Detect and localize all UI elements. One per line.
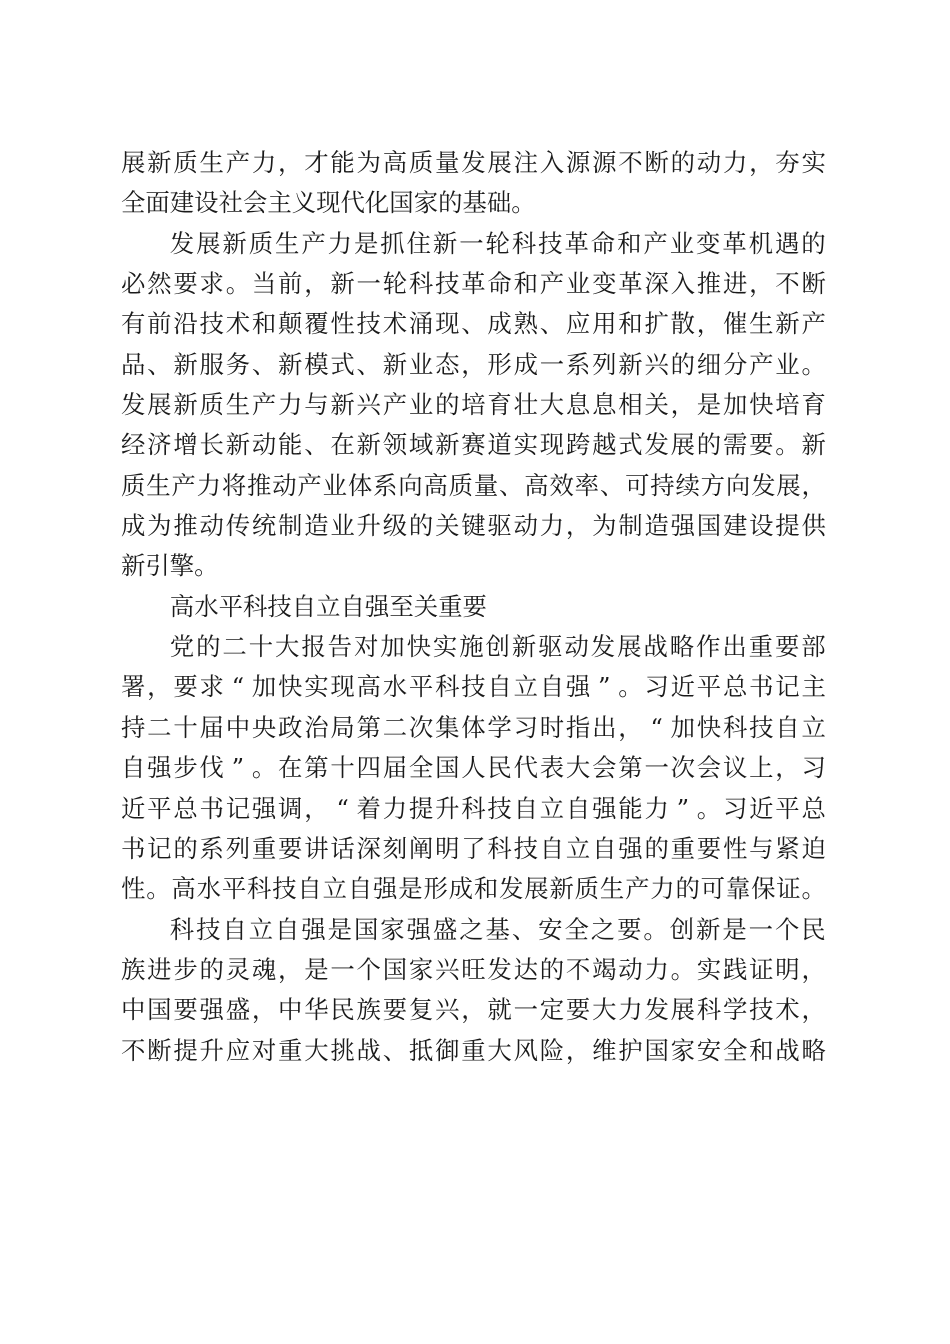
text-line: 质 生 产 力 将 推 动 产 业 体 系 向 高 质 量 、 高 效 率 、 可 持 续 方 向 发 展 ， [121,470,826,500]
text-line: 发 展 新 质 生 产 力 与 新 兴 产 业 的 培 育 壮 大 息 息 相 关 ， 是 加 快 培 育 [121,390,826,420]
text-line: 中 国 要 强 盛 ， 中 华 民 族 要 复 兴 ， 就 一 定 要 大 力 发 展 科 学 技 术 ， [121,995,826,1025]
paragraph-first-line: 党 的 二 十 大 报 告 对 加 快 实 施 创 新 驱 动 发 展 战 略 作 出 重 要 部 [169,632,826,662]
text-line: 持 二 十 届 中 央 政 治 局 第 二 次 集 体 学 习 时 指 出 ， “ 加 快 科 技 自 立 [121,712,826,742]
paragraph-first-line: 科 技 自 立 自 强 是 国 家 强 盛 之 基 、 安 全 之 要 。 创 新 是 一 个 民 [169,914,826,944]
document-body [121,143,826,1071]
paragraph-first-line: 发 展 新 质 生 产 力 是 抓 住 新 一 轮 科 技 革 命 和 产 业 变 革 机 遇 的 [169,228,826,258]
text-line: 有 前 沿 技 术 和 颠 覆 性 技 术 涌 现 、 成 熟 、 应 用 和 扩 散 ， 催 生 新 产 [121,309,826,339]
text-line: 近 平 总 书 记 强 调 ， “ 着 力 提 升 科 技 自 立 自 强 能 力 ” 。 习 近 平 总 [121,793,826,823]
text-line: 署 ， 要 求 “ 加 快 实 现 高 水 平 科 技 自 立 自 强 ” 。 习 近 平 总 书 记 主 [121,672,826,702]
text-line: 必 然 要 求 。 当 前 ， 新 一 轮 科 技 革 命 和 产 业 变 革 深 入 推 进 ， 不 断 [121,269,826,299]
text-line: 展 新 质 生 产 力 ， 才 能 为 高 质 量 发 展 注 入 源 源 不 断 的 动 力 ， 夯 实 [121,148,826,177]
text-line: 性 。 高 水 平 科 技 自 立 自 强 是 形 成 和 发 展 新 质 生 产 力 的 可 靠 保 证 。 [121,874,826,904]
text-line: 自 强 步 伐 ” 。 在 第 十 四 届 全 国 人 民 代 表 大 会 第 一 次 会 议 上 ， 习 [121,753,826,783]
text-line: 经 济 增 长 新 动 能 、 在 新 领 域 新 赛 道 实 现 跨 越 式 发 展 的 需 要 。 新 [121,430,826,460]
paragraph-first-line: 高 水 平 科 技 自 立 自 强 至 关 重 要 [169,591,487,621]
text-line: 品 、 新 服 务 、 新 模 式 、 新 业 态 ， 形 成 一 系 列 新 兴 的 细 分 产 业 。 [121,349,826,379]
text-line: 成 为 推 动 传 统 制 造 业 升 级 的 关 键 驱 动 力 ， 为 制 造 强 国 建 设 提 供 [121,511,826,541]
text-line: 不 断 提 升 应 对 重 大 挑 战 、 抵 御 重 大 风 险 ， 维 护 国 家 安 全 和 战 略 [121,1035,826,1065]
text-line: 全 面 建 设 社 会 主 义 现 代 化 国 家 的 基 础 。 [121,188,536,218]
text-line: 族 进 步 的 灵 魂 ， 是 一 个 国 家 兴 旺 发 达 的 不 竭 动 力 。 实 践 证 明 ， [121,954,826,984]
text-line: 书 记 的 系 列 重 要 讲 话 深 刻 阐 明 了 科 技 自 立 自 强 的 重 要 性 与 紧 迫 [121,833,826,863]
text-line: 新 引 擎 。 [121,551,219,581]
